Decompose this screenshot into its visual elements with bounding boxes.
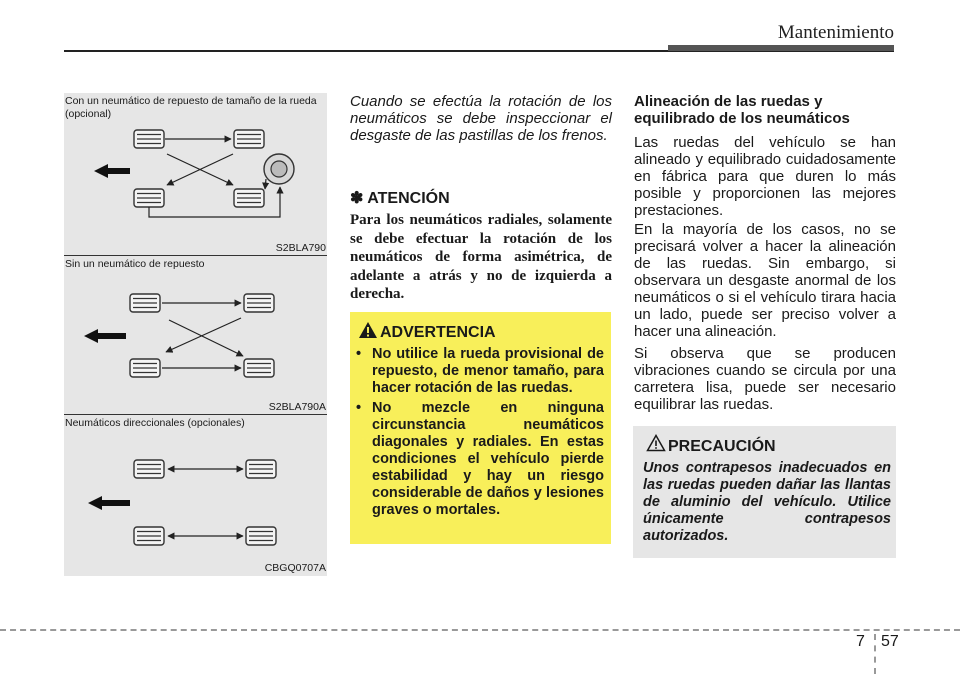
attention-heading [350, 188, 450, 208]
paragraph: Las ruedas del vehículo se han alineado y equilibrado cuidadosamente en fábrica para que duren lo más posible y proporcionen las mejores prestaciones. [634, 134, 896, 219]
brake-inspection-note: Cuando se efectúa la rotación de los neumáticos se debe inspeccionar el desgaste de las pastillas de los frenos. [350, 93, 612, 144]
paragraph: Si observa que se producen vibraciones cuando se circula por una carretera lisa, puede ser necesario equilibrar las ruedas. [634, 345, 896, 413]
paragraph: En la mayoría de los casos, no se precisará volver a hacer la alineación de las ruedas. Sin embargo, si observara un desgaste anormal de los neumáticos o si el vehículo tirara hacia un lado, puede ser preciso volver a hacer una alineación. [634, 221, 896, 340]
footer-dashed-rule [0, 629, 960, 631]
warning-triangle-icon [358, 321, 378, 339]
warning-title: ADVERTENCIA [380, 324, 496, 341]
page-number: 57 [881, 633, 899, 650]
caution-title: PRECAUCIÓN [668, 438, 776, 455]
section-heading: Alineación de las ruedas y equilibrado de los neumáticos [634, 93, 850, 127]
caution-body: Unos contrapesos inadecuados en las ruedas pueden dañar las llantas de aluminio del vehículo. Utilice únicamente contrapesos autorizados. [643, 460, 891, 544]
figure-label: Con un neumático de repuesto de tamaño de la rueda (opcional) [65, 95, 317, 120]
header-accent-bar [668, 45, 894, 51]
warning-item: • No utilice la rueda provisional de repuesto, de menor tamaño, para hacer rotación de las ruedas. [356, 346, 604, 397]
attention-body: Para los neumáticos radiales, solamente se debe efectuar la rotación de los neumáticos de forma asimétrica, de adelante a atrás y no de izquierda a derecha. [350, 212, 612, 302]
figure-code: S2BLA790 [275, 242, 326, 254]
tire-rotation-diagram-directional [64, 415, 327, 576]
figure-code: CBGQ0707A [264, 562, 326, 574]
caution-triangle-icon [646, 434, 666, 452]
page-header-title: Mantenimiento [777, 22, 894, 43]
tire-rotation-diagram-with-spare [64, 93, 327, 256]
figure-code: S2BLA790A [268, 401, 326, 413]
attention-title: ATENCIÓN [367, 190, 450, 207]
chapter-number: 7 [856, 633, 865, 650]
warning-item: • No mezcle en ninguna circunstancia neumáticos diagonales y radiales. En estas condiciones el vehículo pierde estabilidad y hay un riesgo considerable de daños y lesiones graves o mortales. [356, 400, 604, 519]
warning-list [356, 346, 604, 522]
figure-label: Sin un neumático de repuesto [65, 258, 205, 270]
asterisk-icon: ✽ [350, 190, 364, 207]
footer-separator [874, 634, 877, 674]
figure-label: Neumáticos direccionales (opcionales) [65, 417, 245, 429]
tire-rotation-diagram-no-spare [64, 256, 327, 415]
